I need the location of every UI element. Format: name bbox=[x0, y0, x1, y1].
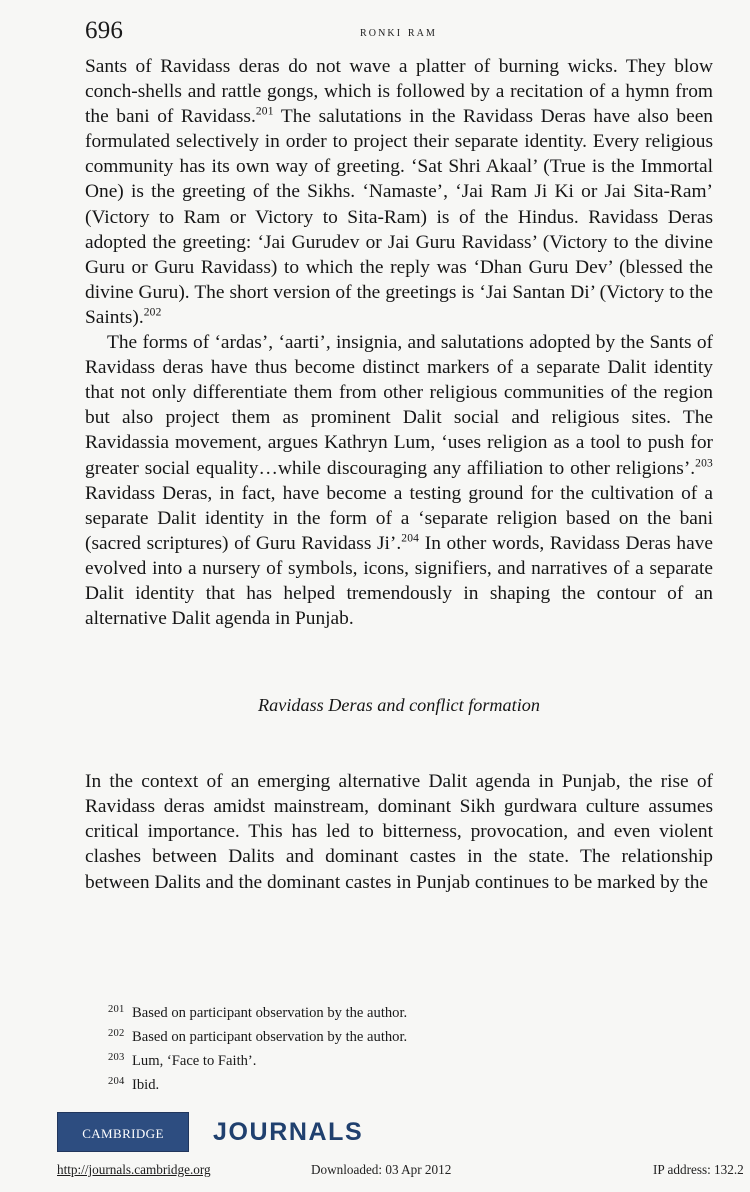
page-number: 696 bbox=[85, 17, 124, 44]
bottom-bar bbox=[0, 1160, 750, 1184]
ip-address: IP address: 132.2 bbox=[653, 1162, 744, 1177]
spacer-before-heading bbox=[85, 631, 713, 693]
footnote-text: Ibid. bbox=[132, 1076, 160, 1093]
paragraph-text: Ravidass Deras, in fact, have become a testing ground for the cultivation of a separate Dalit identity in the form of a ‘separate religion based on the bani (sacred scriptures) of Guru Ravidass Ji’. bbox=[85, 482, 713, 554]
cambridge-logo-label: cambridge bbox=[82, 1121, 164, 1143]
body-paragraph bbox=[85, 54, 713, 330]
footnote-number: 204 bbox=[108, 1075, 125, 1087]
body-paragraph bbox=[85, 330, 713, 631]
paragraph-text: The forms of ‘ardas’, ‘aarti’, insignia, and salutations adopted by the Sants of Ravidass deras have thus become distinct markers of a separate Dalit identity that not only differentiate them from other religious communities of the region but also project them as prominent Dalit social and religious sites. The Ravidassia movement, argues Kathryn Lum, ‘uses religion as a tool to push for greater social equality…while discouraging any affiliation to other religions’. bbox=[85, 332, 713, 479]
footnote-number: 202 bbox=[108, 1027, 125, 1039]
body-paragraph bbox=[85, 769, 713, 894]
footnote-item bbox=[108, 1048, 668, 1072]
cambridge-logo-box bbox=[57, 1112, 189, 1152]
running-head bbox=[85, 18, 712, 44]
running-head-author: ronki ram bbox=[360, 24, 437, 40]
journals-url-link[interactable]: http://journals.cambridge.org bbox=[57, 1162, 211, 1177]
downloaded-date: Downloaded: 03 Apr 2012 bbox=[311, 1162, 452, 1177]
footnote-reference[interactable]: 203 bbox=[695, 457, 713, 470]
paragraph-text: The salutations in the Ravidass Deras have also been formulated selectively in order to project their separate identity. Every religious community has its own way of greeting. ‘Sat Shri Akaal’ (True is the Immortal One) is the greeting of the Sikhs. ‘Namaste’, ‘Jai Ram Ji Ki or Jai Sita-Ram’ (Victory to Ram or Victory to Sita-Ram) is of the Hindus. Ravidass Deras adopted the greeting: ‘Jai Gurudev or Jai Guru Ravidass’ (Victory to the divine Guru or Guru Ravidass) to which the reply was ‘Dhan Guru Dev’ (blessed the divine Guru). The short version of the greetings is ‘Jai Santan Di’ (Victory to the Saints). bbox=[85, 106, 713, 328]
paragraph-text: In the context of an emerging alternative Dalit agenda in Punjab, the rise of Ravidass deras amidst mainstream, dominant Sikh gurdwara culture assumes critical importance. This has led to bitterness, provocation, and even violent clashes between Dalits and dominant castes in the state. The relationship between Dalits and the dominant castes in Punjab continues to be marked by the bbox=[85, 771, 713, 893]
footnote-item bbox=[108, 1000, 668, 1024]
footnote-number: 201 bbox=[108, 1004, 125, 1015]
footnote-item bbox=[108, 1024, 668, 1048]
section-heading: Ravidass Deras and conflict formation bbox=[258, 695, 540, 716]
paragraph-group-after-heading bbox=[85, 769, 713, 894]
footnote-reference[interactable]: 202 bbox=[143, 306, 162, 319]
footnote-number: 203 bbox=[108, 1051, 125, 1063]
footnote-text: Based on participant observation by the author. bbox=[132, 1005, 408, 1021]
cambridge-journals-logo bbox=[57, 1112, 363, 1152]
footnote-text: Lum, ‘Face to Faith’. bbox=[132, 1052, 257, 1069]
paragraph-text: Sants of Ravidass deras do not wave a platter of burning wicks. They blow conch-shells and rattle gongs, which is followed by a recitation of a hymn from the bani of Ravidass. bbox=[85, 56, 713, 128]
footnote-list bbox=[108, 1000, 668, 1096]
footnote-reference[interactable]: 201 bbox=[255, 105, 274, 118]
footnote-item bbox=[108, 1072, 668, 1096]
footnote-text: Based on participant observation by the author. bbox=[132, 1028, 408, 1045]
spacer-after-heading bbox=[85, 717, 713, 769]
paragraph-group-before-heading bbox=[85, 54, 713, 631]
body-column bbox=[85, 54, 713, 895]
journals-logo-label: JOURNALS bbox=[213, 1117, 364, 1146]
paragraph-text: In other words, Ravidass Deras have evolved into a nursery of symbols, icons, signifiers, and narratives of a separate Dalit identity that has helped tremendously in shaping the contour of an alternative Dalit agenda in Punjab. bbox=[85, 532, 713, 630]
footnote-reference[interactable]: 204 bbox=[401, 532, 420, 545]
